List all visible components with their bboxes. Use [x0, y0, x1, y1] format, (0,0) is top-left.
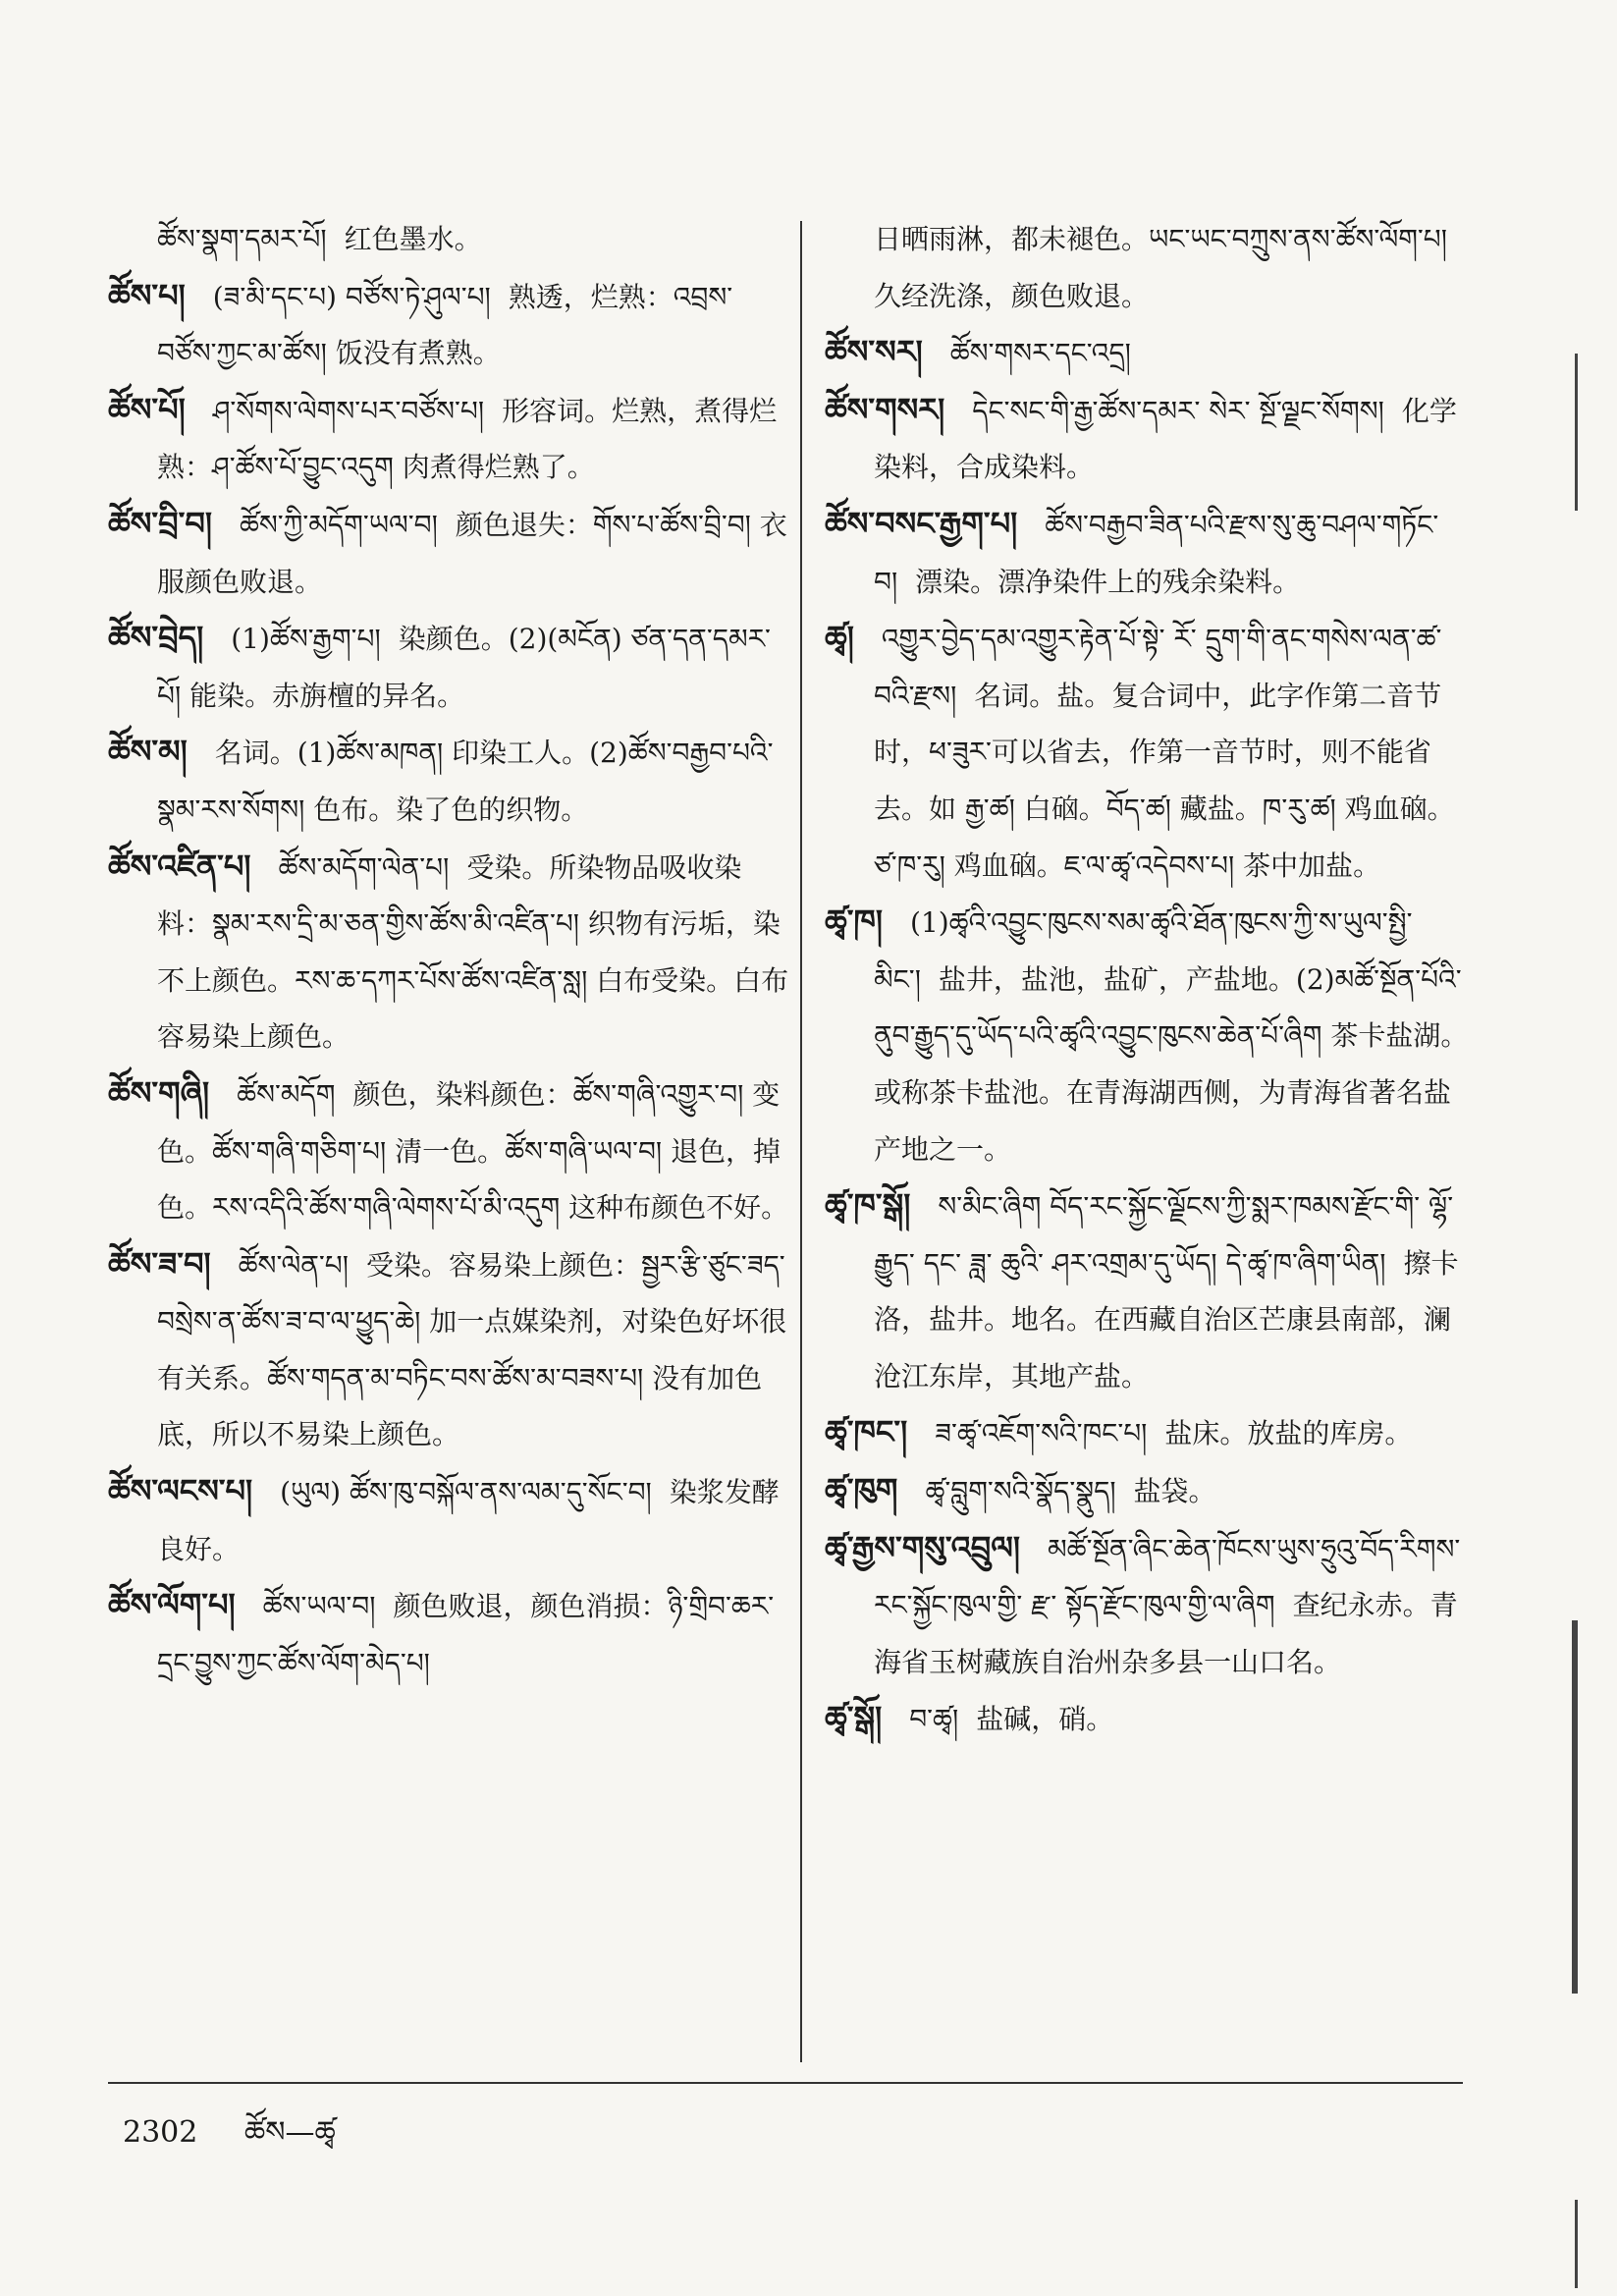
dictionary-entry: [108, 610, 790, 724]
right-column: [825, 211, 1473, 1748]
chinese-definition: 漂染。漂净染件上的残余染料。: [915, 565, 1301, 598]
column-divider: [800, 221, 802, 2062]
tibetan-definition: མཚོ་སྔོན་ཞིང་ཆེན་ཁོངས་ཡུས་ཧྲུའུ་བོད་རིགས་རང་སྐྱོང་ཁུལ་གྱི་ རྫ་ སྟོད་རྫོང་ཁུལ་གྱི་ལ་ཞིག: [874, 1532, 1461, 1622]
tibetan-definition: (ཡུལ) ཚོས་ཁུ་བསྐོལ་ནས་ལམ་དུ་སོང་བ།: [280, 1476, 652, 1509]
tibetan-definition: ཚོས་གསར་དང་འདྲ།: [949, 337, 1131, 370]
dictionary-entry: [108, 1577, 790, 1691]
dictionary-entry: [825, 894, 1473, 1177]
dictionary-entry: [108, 724, 790, 838]
chinese-definition: 名词。(1)ཚོས་མཁན། 印染工人。(2)ཚོས་བརྒྱབ་པའི་སྣམ་རས་སོགས། 色布。染了色的织物。: [157, 737, 774, 826]
dictionary-entry: [825, 610, 1473, 894]
tibetan-definition: ཚོས་ལེན་པ།: [238, 1248, 349, 1282]
tibetan-definition: ཚོས་ཀྱི་མདོག་ཡལ་བ།: [239, 508, 438, 541]
dictionary-entry: [108, 496, 790, 610]
tibetan-definition: ཤ་སོགས་ལེགས་པར་བཙོས་པ།: [212, 394, 485, 427]
tibetan-definition: (1)ཚྭའི་འབྱུང་ཁུངས་སམ་ཚྭའི་ཐོན་ཁུངས་ཀྱི་ས་ཡུལ་སྤྱི་མིང་།: [874, 906, 1413, 996]
headword: ཚྭ།: [825, 619, 854, 657]
dictionary-entry: [825, 1462, 1473, 1520]
chinese-definition: 名词。盐。复合词中，此字作第二音节时，ཕ་ཟུར་可以省去，作第一音节时，则不能省去。如 རྒྱ་ཚ། 白硇。བོད་ཚ། 藏盐。ཁ་རུ་ཚ། 鸡血硇。ཙ་ཁ་རུ། 鸡血硇。ཇ་ལ་ཚྭ་འདེབས་པ། 茶中加盐。: [874, 679, 1455, 882]
headword: ཚྭ་ཁུག: [825, 1471, 898, 1509]
chinese-definition: 染浆发酵良好。: [157, 1476, 780, 1565]
dictionary-entry: [825, 1520, 1473, 1691]
headword: ཚོས་ལོག་པ།: [108, 1586, 236, 1624]
footer-rule: [108, 2082, 1463, 2084]
headword: ཚོས་ལངས་པ།: [108, 1472, 253, 1510]
headword: ཚོས་བྲེད།: [108, 619, 204, 657]
dictionary-entry: [825, 1177, 1473, 1404]
dictionary-entry: [108, 839, 790, 1066]
chinese-definition: 化学染料，合成染料。: [874, 394, 1457, 484]
dictionary-entry: [825, 496, 1473, 610]
dictionary-entry: [108, 268, 790, 382]
chinese-definition: 染颜色。(2)(མངོན) ཙན་དན་དམར་པོ། 能染。赤旃檀的异名。: [157, 623, 771, 712]
chinese-definition: 熟透，烂熟：འབྲས་བཙོས་ཀྱང་མ་ཚོས། 饭没有煮熟。: [157, 280, 733, 370]
chinese-definition: 盐井，盐池，盐矿，产盐地。(2)མཚོ་སྔོན་པོའི་ནུབ་རྒྱུད་དུ་ཡོད་པའི་ཚྭའི་འབྱུང་ཁུངས་ཆེན་པོ་ཞིག 茶卡盐湖。或称茶卡盐池。在青海湖西侧，为青海省著名盐产地之一。: [874, 962, 1469, 1166]
dictionary-entry: [825, 382, 1473, 496]
dictionary-entry: [825, 1690, 1473, 1748]
chinese-definition: 颜色，染料颜色：ཚོས་གཞི་འགྱུར་བ། 变色。ཚོས་གཞི་གཅིག་པ། 清一色。ཚོས་གཞི་ཡལ་བ། 退色，掉色。རས་འདིའི་ཚོས་གཞི་ལེགས་པོ་མི་འདུག 这种布颜色不好。: [157, 1077, 789, 1225]
dictionary-entry: [825, 1404, 1473, 1462]
tibetan-definition: ཚོས་ཡལ་བ།: [262, 1590, 376, 1623]
dictionary-entry: [108, 382, 790, 496]
headword: ཚོས་བྲི་བ།: [108, 504, 212, 542]
dictionary-entry: [825, 324, 1473, 382]
tibetan-definition: བ་ཚྭ།: [909, 1703, 959, 1736]
tibetan-definition: ཚོས་སྣག་དམར་པོ།: [157, 223, 327, 255]
chinese-definition: 颜色退失：གོས་པ་ཚོས་བྲི་བ། 衣服颜色败退。: [157, 508, 787, 598]
headword: ཚོས་འཛིན་པ།: [108, 847, 251, 885]
headword: ཚོས་བསང་རྒྱག་པ།: [825, 504, 1018, 542]
page-number: 2302: [123, 2115, 198, 2150]
headword: ཚྭ་ཁ།: [825, 902, 884, 941]
footer: [123, 2100, 336, 2182]
headword: ཚོས་སར།: [825, 333, 923, 371]
tibetan-definition: (ཟ་མི་དང་པ) བཙོས་ཏེ་ཤུལ་པ།: [212, 280, 491, 313]
chinese-definition: 盐碱，硝。: [976, 1703, 1114, 1736]
chinese-definition: 形容词。烂熟，煮得烂熟：ཤ་ཚོས་པོ་བྱུང་འདུག 肉煮得烂熟了。: [157, 394, 778, 484]
tibetan-definition: ཟ་ཚྭ་འཇོག་སའི་ཁང་པ།: [935, 1417, 1148, 1450]
tibetan-definition: དེང་སང་གི་རྒྱ་ཚོས་དམར་ སེར་ སྔོ་ལྗང་སོགས།: [972, 394, 1384, 427]
chinese-definition: 受染。所染物品吸收染料：སྣམ་རས་དྲི་མ་ཅན་གྱིས་ཚོས་མི་འཛིན་པ། 织物有污垢，染不上颜色。རས་ཆ་དཀར་པོས་ཚོས་འཛིན་སླ། 白布受染。白布容易染上颜色。: [157, 850, 789, 1054]
chinese-definition: 颜色败退，颜色消损：ཉི་གྲིབ་ཆར་དྲང་བྱུས་ཀྱང་ཚོས་ལོག་མེད་པ།: [157, 1590, 775, 1679]
dictionary-entry: [108, 1463, 790, 1577]
headword: ཚྭ་སྒོ།: [825, 1699, 883, 1737]
chinese-definition: 红色墨水。: [344, 223, 482, 255]
tibetan-definition: (1)ཚོས་རྒྱག་པ།: [231, 623, 381, 656]
chinese-definition: 受染。容易染上颜色：སྦྱར་རྩི་ཙུང་ཟད་བསྲེས་ན་ཚོས་ཟ་བ་ལ་ཕྱུད་ཆེ། 加一点媒染剂，对染色好坏很有关系。ཚོས་གདན་མ་བཏིང་བས་ཚོས་མ་བཟས་པ། 没有加色底，所以不易染上颜色。: [157, 1248, 787, 1451]
chinese-definition: 盐床。放盐的库房。: [1164, 1417, 1413, 1450]
tibetan-definition: ཚོས་མདོག: [237, 1077, 336, 1111]
dictionary-entry: [108, 211, 790, 268]
tibetan-definition: ས་མིང་ཞིག བོད་རང་སྐྱོང་ལྗོངས་ཀྱི་སྨར་ཁམས་རྫོང་གི་ ལྷོ་ རྒྱུད་ དང་ ཟླ་ ཆུའི་ ཤར་འགྲམ་དུ་ཡོད། དེ་ཚྭ་ཁ་ཞིག་ཡིན།: [874, 1190, 1454, 1280]
tibetan-definition: ཚྭ་བླུག་སའི་སྣོད་སྣུད།: [925, 1475, 1116, 1508]
tibetan-definition: ཚོས་མདོག་ལེན་པ།: [278, 850, 450, 884]
left-column: [108, 211, 790, 1691]
headword: ཚོས་ཟ་བ།: [108, 1244, 211, 1283]
headword: ཚོས་པ།: [108, 276, 186, 314]
dictionary-entry: [108, 1236, 790, 1463]
headword: ཚོས་གསར།: [825, 390, 945, 428]
dictionary-entry: [108, 1066, 790, 1236]
chinese-definition: 盐袋。: [1133, 1475, 1216, 1508]
chinese-definition: 擦卡洛，盐井。地名。在西藏自治区芒康县南部，澜沧江东岸，其地产盐。: [874, 1246, 1459, 1393]
headword: ཚྭ་རྒྱས་གསུ་འབྲུལ།: [825, 1528, 1021, 1566]
page-range: ཚོས—ཚྭ: [243, 2115, 336, 2150]
chinese-definition: 日晒雨淋，都未褪色。ཡང་ཡང་བཀྲུས་ནས་ཚོས་ལོག་པ། 久经洗涤，颜色败退。: [874, 223, 1447, 312]
page-edge-mark: [1572, 1620, 1599, 1994]
chinese-definition: 查纪永赤。青海省玉树藏族自治州杂多县一山口名。: [874, 1589, 1458, 1678]
headword: ཚྭ་ཁང་།: [825, 1413, 908, 1451]
headword: ཚོས་མ།: [108, 733, 188, 771]
page-edge-mark: [1575, 2200, 1599, 2288]
tibetan-definition: འགྱུར་བྱེད་དམ་འགྱུར་རྟེན་པོ་སྟེ་ རོ་ དྲུག་གི་ནང་གསེས་ལན་ཚ་བའི་རྫས།: [874, 623, 1442, 712]
headword: ཚོས་པོ།: [108, 390, 186, 428]
tibetan-definition: ཚོས་བརྒྱབ་ཟིན་པའི་རྫས་སུ་ཆུ་བཤལ་གཏོང་བ།: [874, 508, 1439, 598]
headword: ཚྭ་ཁ་སྒོ།: [825, 1186, 911, 1225]
page-edge-mark: [1575, 354, 1599, 511]
dictionary-entry: [825, 211, 1473, 324]
headword: ཚོས་གཞི།: [108, 1073, 210, 1112]
